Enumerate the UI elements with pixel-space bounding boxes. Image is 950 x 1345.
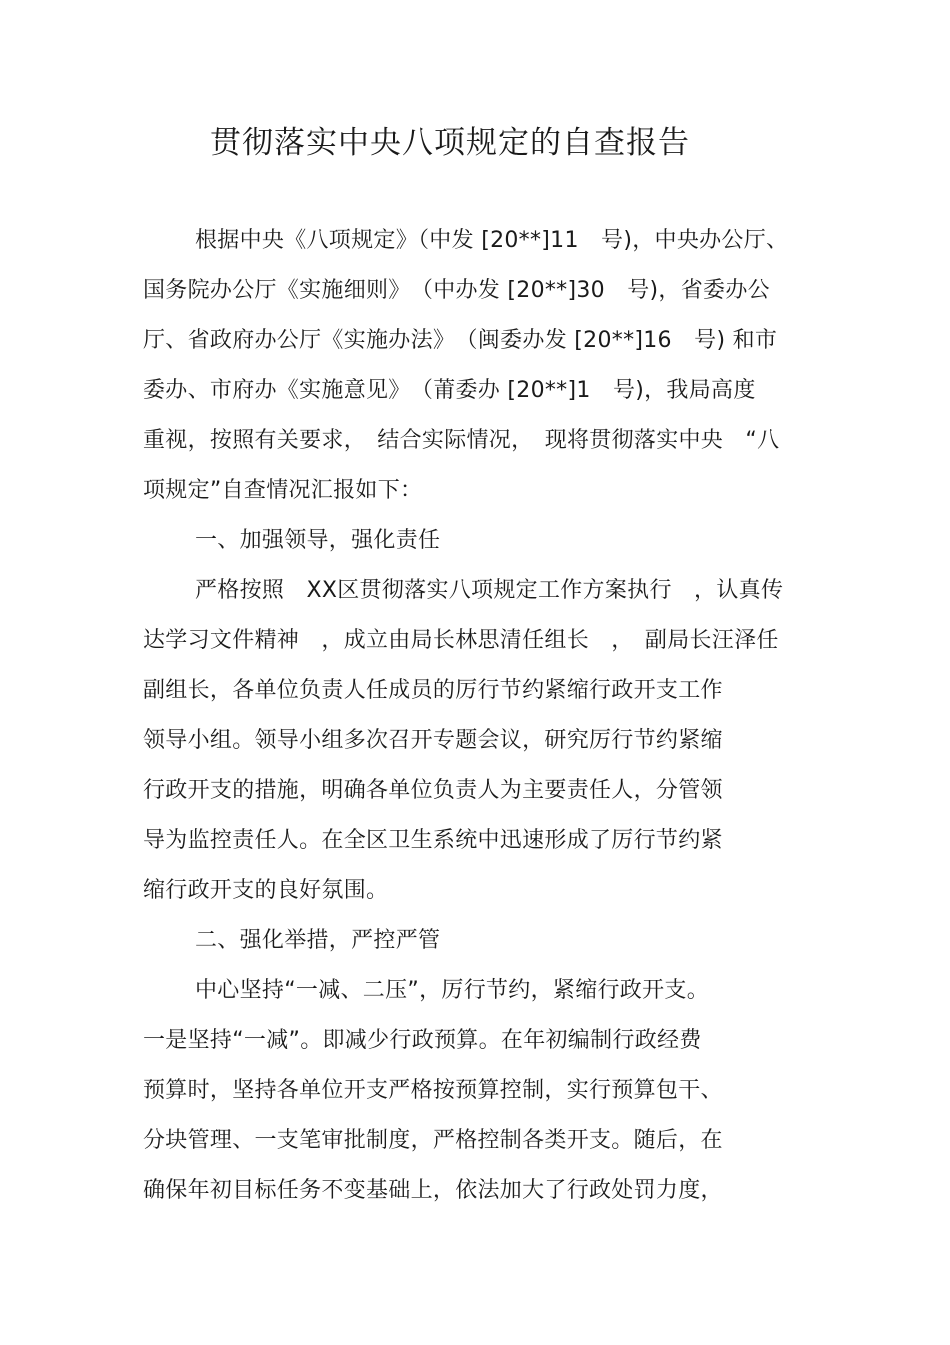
section-heading: 二、强化举措，严控严管: [195, 928, 441, 953]
paragraph-line: 行政开支的措施，明确各单位负责人为主要责任人，分管领: [143, 778, 723, 803]
paragraph-line: 厅、省政府办公厅《实施办法》 （闽委办发 [20**]16 号) 和市: [143, 328, 778, 353]
document-title: 贯彻落实中央八项规定的自查报告: [210, 125, 690, 161]
paragraph-line: 领导小组。领导小组多次召开专题会议，研究厉行节约紧缩: [143, 728, 723, 753]
paragraph-line: 项规定”自查情况汇报如下：: [143, 478, 423, 503]
paragraph-line: 预算时，坚持各单位开支严格按预算控制，实行预算包干、: [143, 1078, 723, 1103]
paragraph-line: 达学习文件精神 ，成立由局长林思清任组长 ， 副局长汪泽任: [143, 628, 779, 653]
paragraph-line: 缩行政开支的良好氛围。: [143, 878, 389, 903]
paragraph-line: 分块管理、一支笔审批制度，严格控制各类开支。随后，在: [143, 1128, 723, 1153]
paragraph-line: 国务院办公厅《实施细则》 （中办发 [20**]30 号)，省委办公: [143, 278, 770, 303]
paragraph-line: 重视，按照有关要求， 结合实际情况， 现将贯彻落实中央 “八: [143, 428, 780, 453]
paragraph-line: 一是坚持“一减”。即减少行政预算。在年初编制行政经费: [143, 1028, 702, 1053]
paragraph-line: 根据中央《八项规定》（中发 [20**]11 号)，中央办公厅、: [195, 228, 789, 253]
paragraph-line: 导为监控责任人。在全区卫生系统中迅速形成了厉行节约紧: [143, 828, 723, 853]
paragraph-line: 中心坚持“一减、二压”，厉行节约，紧缩行政开支。: [195, 978, 709, 1003]
paragraph-line: 确保年初目标任务不变基础上，依法加大了行政处罚力度，: [143, 1178, 723, 1203]
paragraph-line: 副组长，各单位负责人任成员的厉行节约紧缩行政开支工作: [143, 678, 723, 703]
paragraph-line: 严格按照 XX区贯彻落实八项规定工作方案执行 ，认真传: [195, 578, 784, 603]
paragraph-line: 委办、市府办《实施意见》 （莆委办 [20**]1 号)，我局高度: [143, 378, 756, 403]
section-heading: 一、加强领导，强化责任: [195, 528, 441, 553]
